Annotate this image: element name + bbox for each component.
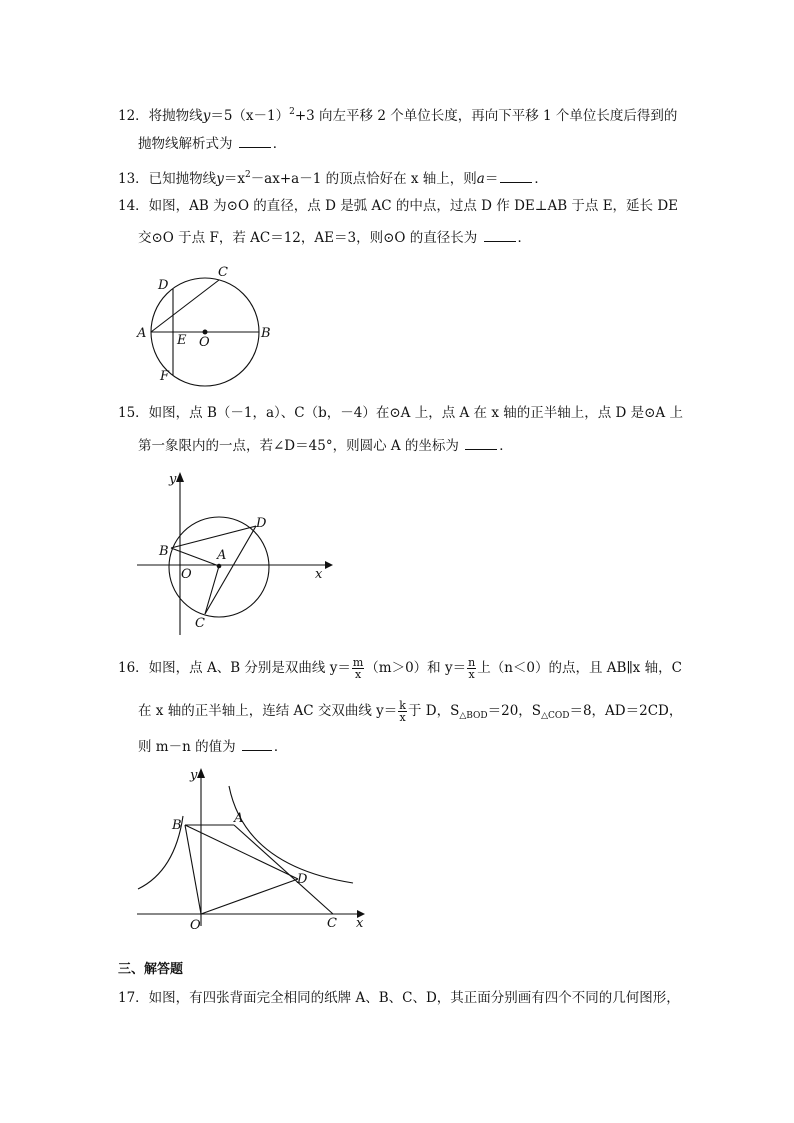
- q14-label-f: F: [160, 369, 170, 384]
- q12-line2: 抛物线解析式为 ．: [138, 136, 287, 152]
- q13-answer-blank: [500, 170, 532, 183]
- q15-coordinate-figure: [135, 470, 335, 640]
- q15-line1: 15．如图，点 B（－1，a）、C（b，－4）在⊙A 上，点 A 在 x 轴的正半轴上，点 D 是⊙A 上: [118, 405, 683, 421]
- q15-line2: 第一象限内的一点，若∠D＝45°，则圆心 A 的坐标为 ．: [138, 438, 513, 454]
- q14-label-b: B: [261, 326, 271, 341]
- q15-label-b: B: [159, 544, 169, 559]
- q15-x-arrow: [325, 561, 333, 569]
- q15-center-point: [217, 564, 222, 569]
- q16-fraction-k: $\frac{k}{x}$: [399, 699, 406, 724]
- q16-label-a: A: [234, 811, 244, 826]
- q14-line2: 交⊙O 于点 F，若 AC＝12，AE＝3，则⊙O 的直径长为 ．: [138, 230, 532, 246]
- q16-fraction-m: $\frac{m}{x}$: [352, 656, 364, 681]
- q16-segment-od: [201, 879, 298, 914]
- section-title: 三、解答题: [118, 962, 184, 977]
- q16-label-o: O: [190, 918, 201, 933]
- q15-label-x: x: [315, 567, 323, 582]
- q16-label-x: x: [356, 916, 364, 931]
- q17-line: 17．如图，有四张背面完全相同的纸牌 A、B、C、D，其正面分别画有四个不同的几何图形，: [118, 990, 680, 1006]
- q14-answer-blank: [484, 229, 516, 242]
- q16-segment-bo: [185, 825, 201, 914]
- q15-segment-dc: [205, 526, 256, 614]
- q12-line1: 12．将抛物线$y=5(x-1)^2+3$ 向左平移 2 个单位长度，再向下平移 1 个单位长度后得到的: [118, 107, 678, 124]
- q14-line1: 14．如图，AB 为⊙O 的直径，点 D 是弧 AC 的中点，过点 D 作 DE⊥AB 于点 E，延长 DE: [118, 198, 679, 214]
- q14-label-d: D: [158, 278, 169, 293]
- q16-line3: 则 m－n 的值为 ．: [138, 739, 288, 755]
- q16-segment-ac: [234, 825, 333, 914]
- q15-segment-ac: [205, 566, 219, 614]
- q16-curve-right: [229, 786, 353, 883]
- q14-label-c: C: [218, 265, 228, 280]
- q14-label-e: E: [177, 333, 187, 348]
- q15-label-o: O: [181, 567, 192, 582]
- q16-label-d: D: [297, 872, 308, 887]
- q15-y-arrow: [176, 472, 184, 482]
- q16-label-b: B: [172, 818, 182, 833]
- q16-label-y: y: [190, 768, 198, 783]
- q16-y-arrow: [197, 768, 205, 778]
- q15-label-c: C: [195, 616, 205, 631]
- q15-label-d: D: [256, 516, 267, 531]
- q14-label-o: O: [199, 335, 210, 350]
- q12-answer-blank: [239, 135, 271, 148]
- q13-line: 13．已知抛物线$y=x^2-ax+a-1$ 的顶点恰好在 x 轴上，则a＝ ．: [118, 170, 548, 187]
- q14-label-a: A: [137, 326, 147, 341]
- q15-label-a: A: [217, 548, 227, 563]
- q16-label-c: C: [327, 916, 337, 931]
- q16-line2: 在 x 轴的正半轴上，连结 AC 交双曲线 y＝ $\frac{k}{x}$ 于 D，$S_{\triangle BOD}=20$，$S_{\triangle COD}=8$，AD＝2CD，: [138, 699, 683, 724]
- q16-answer-blank: [242, 738, 272, 751]
- q16-segment-bd: [185, 825, 298, 879]
- q15-segment-bd: [171, 526, 256, 548]
- q15-label-y: y: [169, 472, 177, 487]
- q15-answer-blank: [465, 437, 497, 450]
- q14-center-point: [203, 330, 208, 335]
- q16-hyperbola-figure: [135, 766, 375, 936]
- q16-line1: 16．如图，点 A、B 分别是双曲线 y＝ $\frac{m}{x}$ （m＞0）和 y＝ $\frac{n}{x}$ 上（n＜0）的点，且 AB∥x 轴，C: [118, 656, 682, 681]
- q16-fraction-n: $\frac{n}{x}$: [468, 656, 476, 681]
- q15-segment-ba: [171, 548, 219, 566]
- q14-circle-figure: [135, 262, 285, 387]
